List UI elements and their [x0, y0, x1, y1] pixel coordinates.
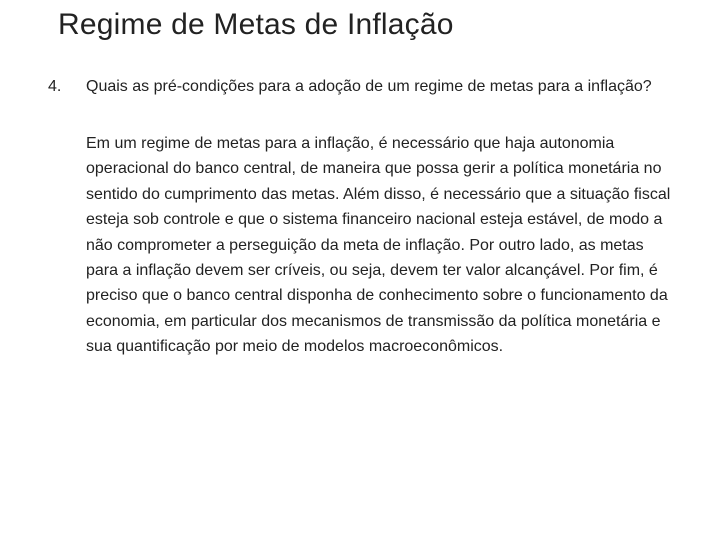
question-number: 4. [48, 78, 62, 95]
answer-paragraph: Em um regime de metas para a inflação, é necessário que haja autonomia operacional do banco central, de maneira que possa gerir a política monetária no sentido do cumprimento das metas. Além disso, é necessário que a situação fiscal esteja sob controle e que o sistema financeiro nacional esteja estável, de modo a não comprometer a perseguição da meta de inflação. Por outro lado, as metas para a inflação devem ser críveis, ou seja, devem ter valor alcançável. Por fim, é preciso que o banco central disponha de conhecimento sobre o funcionamento da economia, em particular dos mecanismos de transmissão da política monetária e sua quantificação por meio de modelos macroeconômicos. [86, 135, 671, 356]
slide-title: Regime de Metas de Inflação [58, 8, 454, 41]
question-text: Quais as pré-condições para a adoção de um regime de metas para a inflação? [86, 78, 652, 95]
